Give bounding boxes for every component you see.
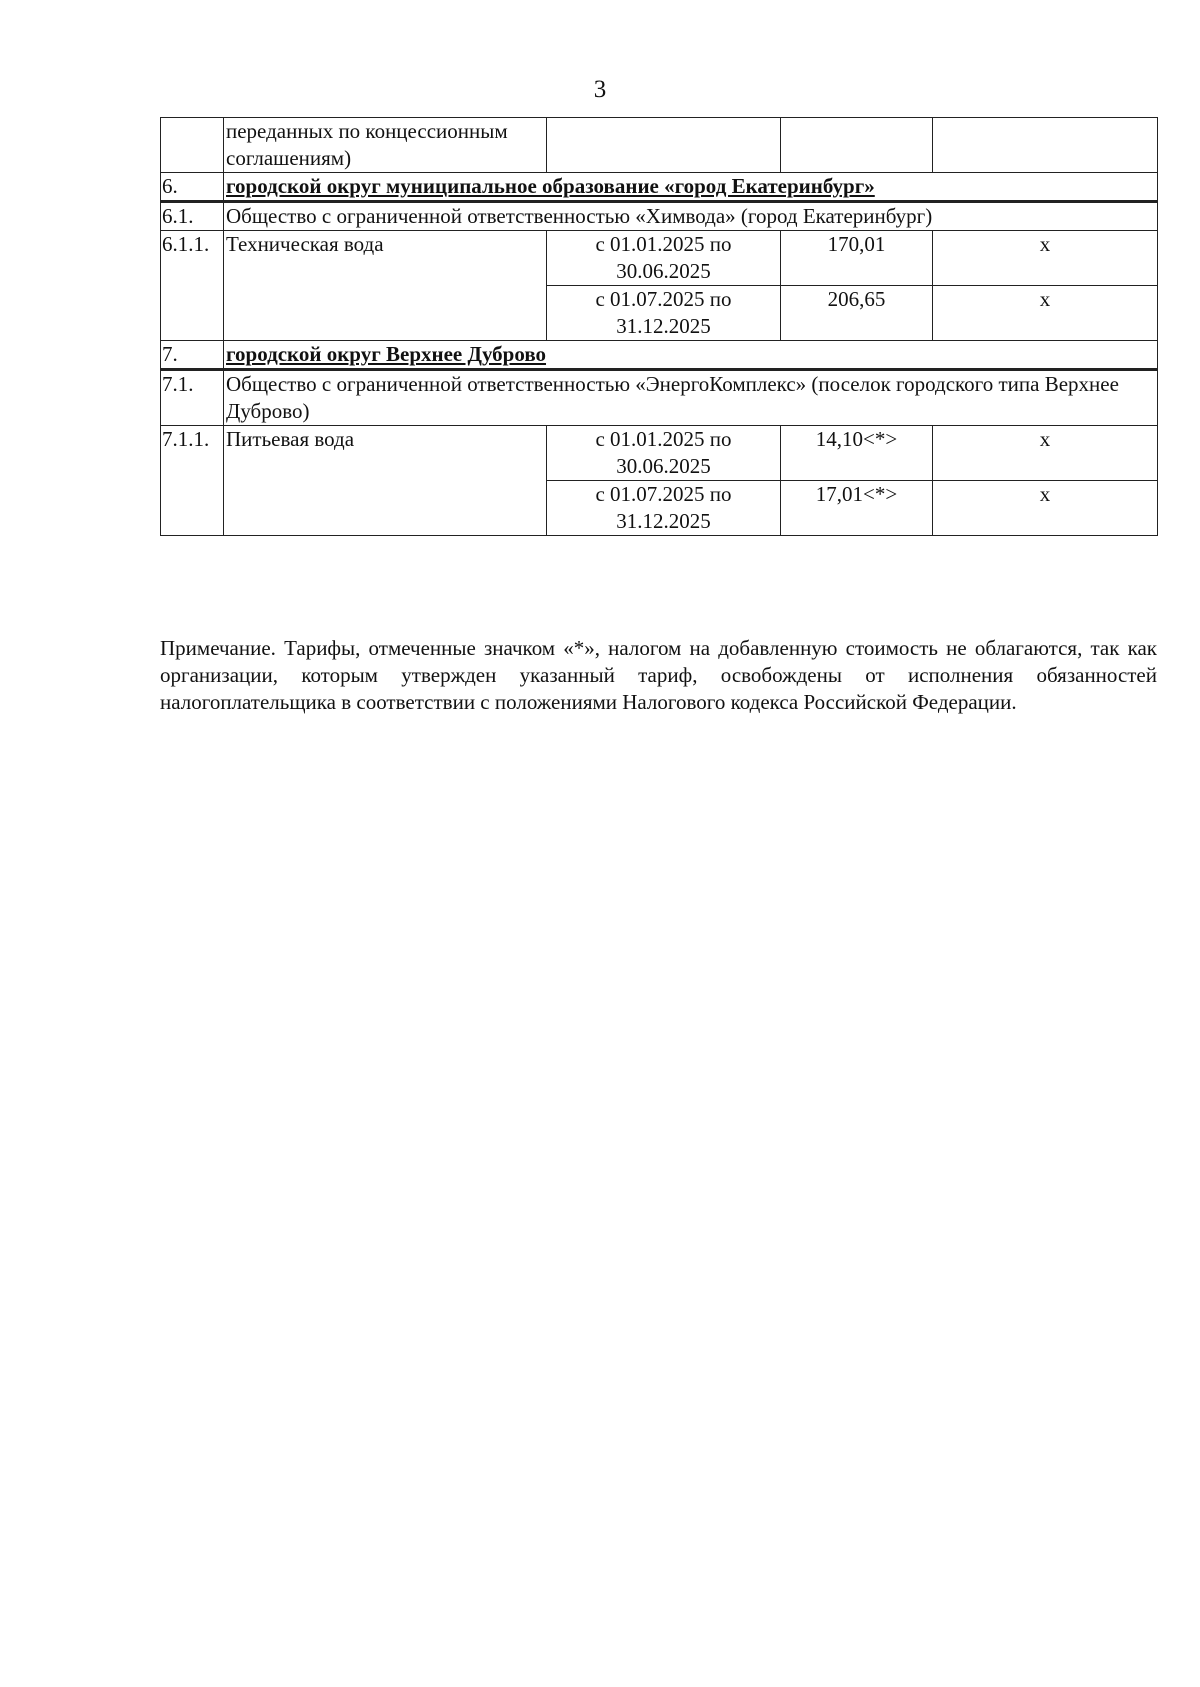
org-row-7-1 (161, 370, 1158, 426)
table-row (161, 231, 1158, 286)
org-number: 6.1. (161, 202, 224, 231)
tariff-mark: х (933, 481, 1158, 536)
org-name: Общество с ограниченной ответственностью «ЭнергоКомплекс» (поселок городского типа Верхнее Дуброво) (224, 370, 1158, 426)
org-name: Общество с ограниченной ответственностью «Химвода» (город Екатеринбург) (224, 202, 1158, 231)
cell-empty (161, 118, 224, 173)
section-number: 6. (161, 173, 224, 202)
page-number: 3 (593, 76, 607, 103)
tariff-value: 17,01<*> (781, 481, 933, 536)
tariff-value: 14,10<*> (781, 426, 933, 481)
section-number: 7. (161, 341, 224, 370)
section-title: городской округ Верхнее Дуброво (224, 341, 1158, 370)
org-number: 7.1. (161, 370, 224, 426)
continuation-text: переданных по концессионным соглашениям) (224, 118, 547, 173)
tariff-table (160, 117, 1158, 536)
item-number: 7.1.1. (161, 426, 224, 536)
section-row-6 (161, 173, 1158, 202)
period-cell: с 01.07.2025 по 31.12.2025 (547, 286, 781, 341)
tariff-mark: х (933, 231, 1158, 286)
table-row (161, 426, 1158, 481)
org-row-6-1 (161, 202, 1158, 231)
item-number: 6.1.1. (161, 231, 224, 341)
footnote: Примечание. Тарифы, отмеченные значком «*», налогом на добавленную стоимость не облагаются, так как организации, которым утвержден указанный тариф, освобождены от исполнения обязанностей налогоплательщика в соответствии с положениями Налогового кодекса Российской Федерации. (160, 636, 1157, 714)
cell-empty (933, 118, 1158, 173)
tariff-value: 170,01 (781, 231, 933, 286)
tariff-mark: х (933, 426, 1158, 481)
cell-empty (547, 118, 781, 173)
item-name: Техническая вода (224, 231, 547, 341)
period-cell: с 01.01.2025 по 30.06.2025 (547, 231, 781, 286)
section-title: городской округ муниципальное образование «город Екатеринбург» (224, 173, 1158, 202)
period-cell: с 01.01.2025 по 30.06.2025 (547, 426, 781, 481)
section-row-7 (161, 341, 1158, 370)
table-row-continuation (161, 118, 1158, 173)
period-cell: с 01.07.2025 по 31.12.2025 (547, 481, 781, 536)
item-name: Питьевая вода (224, 426, 547, 536)
tariff-mark: х (933, 286, 1158, 341)
tariff-value: 206,65 (781, 286, 933, 341)
cell-empty (781, 118, 933, 173)
